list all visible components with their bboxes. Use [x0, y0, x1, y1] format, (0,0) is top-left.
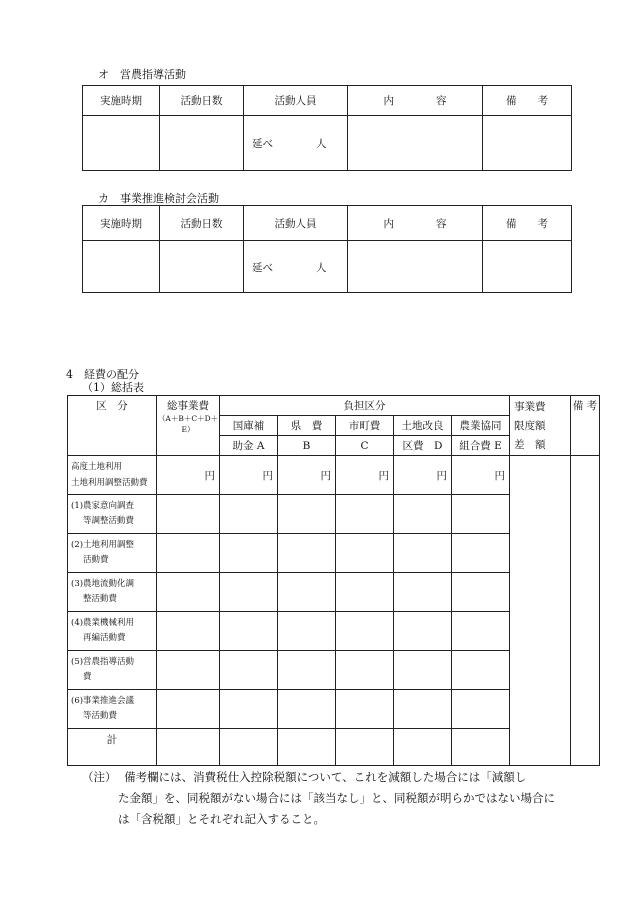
header-limit-3: 差 額 — [514, 439, 546, 451]
header-limit-1: 事業費 — [514, 401, 546, 413]
section-4-subtitle: （1）総括表 — [82, 381, 144, 394]
col-remarks: 備 考 — [483, 86, 572, 116]
cell-people[interactable] — [244, 116, 348, 171]
row-label-1: (2)土地利用調整 — [71, 540, 135, 550]
row-label-2: 再編活動費 — [83, 633, 126, 643]
cell-c[interactable] — [336, 690, 394, 729]
cell-remarks[interactable] — [483, 116, 572, 171]
note-text-3: は「含税額」とそれぞれ記入すること。 — [118, 812, 325, 826]
cell-e[interactable] — [452, 612, 510, 651]
cell-c[interactable] — [336, 651, 394, 690]
cell-a[interactable] — [220, 534, 278, 573]
section-ka-title: カ 事業推進検討会活動 — [98, 192, 219, 205]
cell-days[interactable] — [160, 241, 244, 293]
cell-period[interactable] — [83, 241, 160, 293]
header-burden-a-1: 国庫補 — [220, 416, 278, 436]
header-burden-c-2: C — [336, 436, 394, 456]
cell-a[interactable] — [220, 495, 278, 534]
cell-a-yen[interactable]: 円 — [220, 456, 278, 495]
total-row-label: 計 — [68, 729, 157, 766]
header-total — [157, 396, 220, 456]
row-label-2: 費 — [83, 672, 92, 682]
col-people: 活動人員 — [244, 86, 348, 116]
cell-people[interactable] — [244, 241, 348, 293]
table-row-label — [68, 651, 157, 690]
cell-total[interactable] — [157, 651, 220, 690]
header-limit — [510, 396, 571, 456]
cell-e[interactable] — [452, 495, 510, 534]
cell-days[interactable] — [160, 116, 244, 171]
header-total-formula: （A＋B＋C＋D＋E） — [157, 414, 219, 434]
header-remarks: 備 考 — [571, 396, 600, 456]
cell-b[interactable] — [278, 495, 336, 534]
note-text-1: 備考欄には、消費税仕入控除税額について、これを減額した場合には「減額し — [124, 770, 527, 784]
col-days: 活動日数 — [160, 86, 244, 116]
row-label-1: (4)農業機械利用 — [71, 618, 135, 628]
cell-c[interactable] — [336, 612, 394, 651]
cell-d[interactable] — [394, 612, 452, 651]
col-period: 実施時期 — [83, 206, 160, 241]
cell-e[interactable] — [452, 690, 510, 729]
row-label-2: 整活動費 — [83, 594, 118, 604]
cell-e[interactable] — [452, 534, 510, 573]
header-burden-d-1: 土地改良 — [394, 416, 452, 436]
row-label-2: 等活動費 — [83, 711, 118, 721]
cell-b-yen[interactable]: 円 — [278, 456, 336, 495]
row-label-1: (6)事業推進会議 — [71, 696, 135, 706]
table-row-label — [68, 573, 157, 612]
col-period: 実施時期 — [83, 86, 160, 116]
section-o-title: オ 営農指導活動 — [98, 68, 186, 81]
person-unit: 人 — [316, 138, 327, 150]
cell-e[interactable] — [452, 729, 510, 766]
cell-limit-diff[interactable] — [510, 456, 571, 766]
cell-a[interactable] — [220, 573, 278, 612]
cell-c[interactable] — [336, 495, 394, 534]
cell-c-yen[interactable]: 円 — [336, 456, 394, 495]
header-burden-c-1: 市町費 — [336, 416, 394, 436]
cell-d[interactable] — [394, 690, 452, 729]
cell-e[interactable] — [452, 573, 510, 612]
cell-a[interactable] — [220, 690, 278, 729]
row-label-1: (3)農地流動化調 — [71, 579, 135, 589]
header-burden-b-1: 県 費 — [278, 416, 336, 436]
table-row-label — [68, 690, 157, 729]
cell-b[interactable] — [278, 651, 336, 690]
cell-b[interactable] — [278, 729, 336, 766]
cell-content[interactable] — [348, 116, 483, 171]
cell-a[interactable] — [220, 651, 278, 690]
cell-a[interactable] — [220, 612, 278, 651]
cell-a[interactable] — [220, 729, 278, 766]
cell-b[interactable] — [278, 534, 336, 573]
cell-d[interactable] — [394, 534, 452, 573]
row-label-main-2: 土地利用調整活動費 — [71, 478, 148, 488]
cell-b[interactable] — [278, 690, 336, 729]
cell-total[interactable] — [157, 612, 220, 651]
header-burden-e-1: 農業協同 — [452, 416, 510, 436]
cell-b[interactable] — [278, 573, 336, 612]
header-burden-e-2: 組合費 E — [452, 436, 510, 456]
row-label-main — [68, 456, 157, 495]
cell-c[interactable] — [336, 573, 394, 612]
person-label: 延べ — [252, 262, 273, 274]
cell-d[interactable] — [394, 651, 452, 690]
col-people: 活動人員 — [244, 206, 348, 241]
cell-c[interactable] — [336, 729, 394, 766]
cell-d[interactable] — [394, 573, 452, 612]
col-days: 活動日数 — [160, 206, 244, 241]
cell-total[interactable] — [157, 534, 220, 573]
cell-content[interactable] — [348, 241, 483, 293]
cell-total[interactable] — [157, 495, 220, 534]
table-row-label — [68, 495, 157, 534]
row-label-1: (1)農家意向調査 — [71, 501, 135, 511]
note-block — [82, 767, 602, 830]
activity-table-ka — [82, 205, 572, 293]
cell-total[interactable] — [157, 729, 220, 766]
header-kubun: 区 分 — [68, 396, 157, 456]
cell-d-yen[interactable]: 円 — [394, 456, 452, 495]
cell-c[interactable] — [336, 534, 394, 573]
person-unit: 人 — [316, 262, 327, 274]
cell-e-yen[interactable]: 円 — [452, 456, 510, 495]
note-text-2: た金額」を、同税額がない場合には「該当なし」と、同税額が明らかではない場合に — [118, 791, 555, 805]
header-burden: 負担区分 — [220, 396, 510, 416]
row-label-1: (5)営農指導活動 — [71, 657, 135, 667]
header-burden-d-2: 区費 D — [394, 436, 452, 456]
table-row-label — [68, 612, 157, 651]
row-label-2: 活動費 — [83, 555, 109, 565]
col-content: 内 容 — [348, 206, 483, 241]
table-row-label — [68, 534, 157, 573]
activity-table-o — [82, 85, 572, 171]
col-remarks: 備 考 — [483, 206, 572, 241]
cell-remarks[interactable] — [483, 241, 572, 293]
person-label: 延べ — [252, 138, 273, 150]
cell-d[interactable] — [394, 729, 452, 766]
header-limit-2: 限度額 — [514, 420, 546, 432]
cell-total[interactable] — [157, 573, 220, 612]
budget-summary-table — [67, 395, 600, 766]
cell-period[interactable] — [83, 116, 160, 171]
note-line-1 — [82, 767, 602, 788]
cell-b[interactable] — [278, 612, 336, 651]
header-burden-a-2: 助金 A — [220, 436, 278, 456]
header-total-label: 総事業費 — [167, 400, 209, 412]
cell-d[interactable] — [394, 495, 452, 534]
cell-e[interactable] — [452, 651, 510, 690]
row-label-main-1: 高度土地利用 — [71, 462, 123, 472]
header-burden-b-2: B — [278, 436, 336, 456]
section-4-title: 4 経費の配分 — [66, 368, 139, 381]
cell-total[interactable] — [157, 690, 220, 729]
col-content: 内 容 — [348, 86, 483, 116]
cell-total-yen[interactable]: 円 — [157, 456, 220, 495]
note-label: （注） — [82, 770, 117, 784]
row-label-2: 等調整活動費 — [83, 516, 135, 526]
cell-remarks[interactable] — [571, 456, 600, 766]
